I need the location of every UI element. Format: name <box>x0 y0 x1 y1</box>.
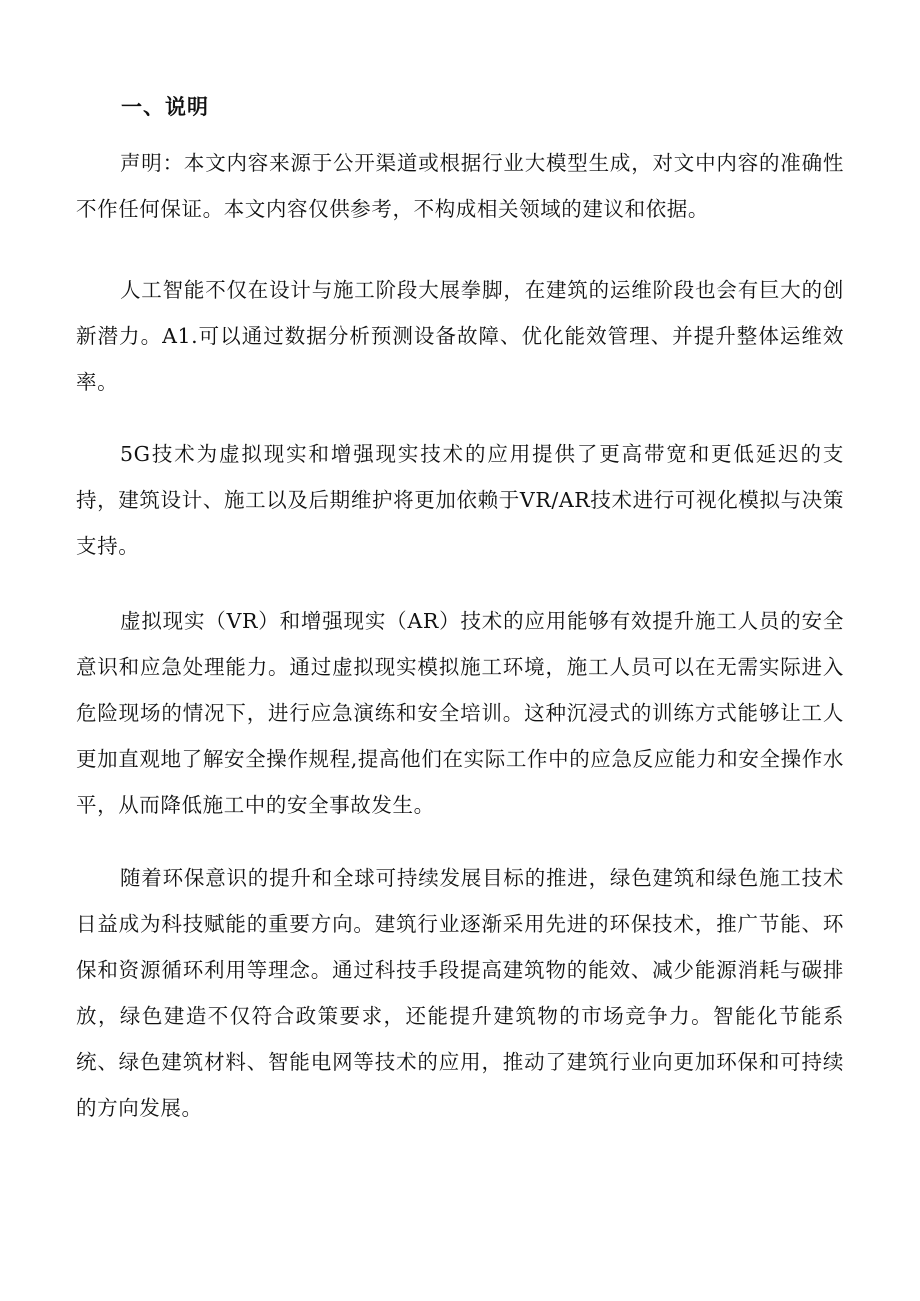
green-building-paragraph: 随着环保意识的提升和全球可持续发展目标的推进，绿色建筑和绿色施工技术日益成为科技赋能的重要方向。建筑行业逐渐采用先进的环保技术，推广节能、环保和资源循环利用等理念。通过科技手段提高建筑物的能效、减少能源消耗与碳排放，绿色建造不仅符合政策要求，还能提升建筑物的市场竞争力。智能化节能系统、绿色建筑材料、智能电网等技术的应用，推动了建筑行业向更加环保和可持续的方向发展。 <box>76 866 844 1120</box>
5g-vr-ar-paragraph: 5G技术为虚拟现实和增强现实技术的应用提供了更高带宽和更低延迟的支持，建筑设计、施工以及后期维护将更加依赖于VR/AR技术进行可视化模拟与决策支持。 <box>76 442 844 558</box>
ai-operations-paragraph: 人工智能不仅在设计与施工阶段大展拳脚，在建筑的运维阶段也会有巨大的创新潜力。A1.可以通过数据分析预测设备故障、优化能效管理、并提升整体运维效率。 <box>76 278 844 394</box>
section-heading: 一、说明 <box>121 94 209 119</box>
vr-ar-safety-paragraph: 虚拟现实（VR）和增强现实（AR）技术的应用能够有效提升施工人员的安全意识和应急处理能力。通过虚拟现实模拟施工环境，施工人员可以在无需实际进入危险现场的情况下，进行应急演练和安全培训。这种沉浸式的训练方式能够让工人更加直观地了解安全操作规程,提高他们在实际工作中的应急反应能力和安全操作水平，从而降低施工中的安全事故发生。 <box>76 609 844 817</box>
disclaimer-paragraph: 声明：本文内容来源于公开渠道或根据行业大模型生成，对文中内容的准确性不作任何保证。本文内容仅供参考，不构成相关领域的建议和依据。 <box>76 151 844 221</box>
